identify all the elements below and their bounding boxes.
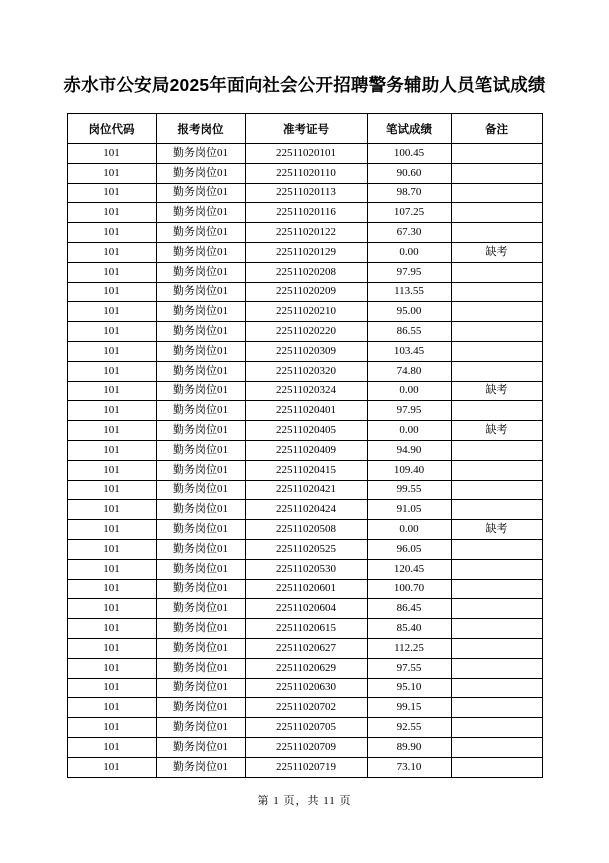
table-cell: 22511020113 — [245, 183, 367, 203]
table-cell: 22511020601 — [245, 579, 367, 599]
table-cell: 22511020116 — [245, 203, 367, 223]
table-row — [67, 500, 542, 520]
table-cell: 缺考 — [451, 242, 542, 262]
table-cell: 勤务岗位01 — [156, 698, 245, 718]
table-cell: 22511020615 — [245, 619, 367, 639]
table-cell: 101 — [67, 678, 156, 698]
table-cell: 74.80 — [367, 361, 451, 381]
table-cell — [451, 223, 542, 243]
table-cell: 22511020630 — [245, 678, 367, 698]
table-cell: 缺考 — [451, 520, 542, 540]
table-cell: 勤务岗位01 — [156, 183, 245, 203]
table-row — [67, 282, 542, 302]
table-cell: 勤务岗位01 — [156, 737, 245, 757]
table-cell: 勤务岗位01 — [156, 401, 245, 421]
table-row — [67, 658, 542, 678]
table-cell: 勤务岗位01 — [156, 421, 245, 441]
table-body — [67, 144, 542, 778]
table-cell: 22511020627 — [245, 638, 367, 658]
table-cell: 22511020101 — [245, 144, 367, 164]
table-row — [67, 163, 542, 183]
table-cell: 0.00 — [367, 421, 451, 441]
table-row — [67, 341, 542, 361]
table-cell: 107.25 — [367, 203, 451, 223]
table-cell — [451, 183, 542, 203]
page-number: 第 1 页，共 11 页 — [257, 794, 352, 807]
table-cell: 勤务岗位01 — [156, 638, 245, 658]
table-cell: 98.70 — [367, 183, 451, 203]
table-cell: 97.95 — [367, 262, 451, 282]
table-row — [67, 381, 542, 401]
table-cell: 101 — [67, 480, 156, 500]
table-cell: 22511020604 — [245, 599, 367, 619]
table-cell — [451, 460, 542, 480]
table-cell: 95.00 — [367, 302, 451, 322]
table-row — [67, 698, 542, 718]
table-cell — [451, 658, 542, 678]
table-cell: 勤务岗位01 — [156, 223, 245, 243]
table-cell: 101 — [67, 322, 156, 342]
table-cell: 0.00 — [367, 520, 451, 540]
table-cell: 100.45 — [367, 144, 451, 164]
table-cell: 73.10 — [367, 757, 451, 777]
table-cell: 勤务岗位01 — [156, 678, 245, 698]
table-cell: 101 — [67, 737, 156, 757]
table-cell: 101 — [67, 282, 156, 302]
table-cell: 22511020324 — [245, 381, 367, 401]
table-cell: 101 — [67, 698, 156, 718]
table-cell — [451, 500, 542, 520]
table-cell: 勤务岗位01 — [156, 381, 245, 401]
table-row — [67, 619, 542, 639]
table-cell — [451, 579, 542, 599]
table-cell — [451, 440, 542, 460]
table-row — [67, 559, 542, 579]
table-row — [67, 440, 542, 460]
table-row — [67, 421, 542, 441]
table-cell: 101 — [67, 539, 156, 559]
table-cell: 101 — [67, 757, 156, 777]
table-cell: 勤务岗位01 — [156, 282, 245, 302]
table-cell: 101 — [67, 223, 156, 243]
table-cell: 缺考 — [451, 381, 542, 401]
table-row — [67, 678, 542, 698]
table-cell: 22511020405 — [245, 421, 367, 441]
table-cell — [451, 539, 542, 559]
column-header: 准考证号 — [245, 114, 367, 144]
table-cell — [451, 341, 542, 361]
table-cell — [451, 282, 542, 302]
scores-table — [67, 113, 543, 778]
table-cell: 22511020705 — [245, 718, 367, 738]
table-cell — [451, 599, 542, 619]
table-cell: 勤务岗位01 — [156, 440, 245, 460]
column-header: 岗位代码 — [67, 114, 156, 144]
table-cell: 112.25 — [367, 638, 451, 658]
table-cell — [451, 619, 542, 639]
table-cell: 113.55 — [367, 282, 451, 302]
table-header — [67, 114, 542, 144]
table-cell: 22511020210 — [245, 302, 367, 322]
table-cell: 120.45 — [367, 559, 451, 579]
table-cell: 缺考 — [451, 421, 542, 441]
table-cell: 勤务岗位01 — [156, 460, 245, 480]
table-row — [67, 361, 542, 381]
table-cell: 勤务岗位01 — [156, 658, 245, 678]
table-row — [67, 520, 542, 540]
table-cell: 67.30 — [367, 223, 451, 243]
table-cell: 99.55 — [367, 480, 451, 500]
table-cell: 101 — [67, 440, 156, 460]
table-cell: 22511020110 — [245, 163, 367, 183]
table-cell: 勤务岗位01 — [156, 361, 245, 381]
table-row — [67, 757, 542, 777]
table-cell — [451, 322, 542, 342]
column-header: 备注 — [451, 114, 542, 144]
table-cell — [451, 163, 542, 183]
table-cell — [451, 678, 542, 698]
table-cell: 22511020409 — [245, 440, 367, 460]
table-row — [67, 302, 542, 322]
table-cell: 勤务岗位01 — [156, 144, 245, 164]
table-cell: 勤务岗位01 — [156, 619, 245, 639]
table-cell: 101 — [67, 658, 156, 678]
table-cell: 101 — [67, 718, 156, 738]
table-cell — [451, 559, 542, 579]
page-title: 赤水市公安局2025年面向社会公开招聘警务辅助人员笔试成绩 — [63, 75, 546, 95]
table-row — [67, 579, 542, 599]
table-cell — [451, 401, 542, 421]
table-cell — [451, 718, 542, 738]
table-cell: 勤务岗位01 — [156, 500, 245, 520]
table-cell: 22511020129 — [245, 242, 367, 262]
table-cell: 勤务岗位01 — [156, 302, 245, 322]
table-cell: 101 — [67, 460, 156, 480]
table-row — [67, 144, 542, 164]
table-cell: 99.15 — [367, 698, 451, 718]
table-cell: 101 — [67, 302, 156, 322]
table-cell — [451, 203, 542, 223]
table-row — [67, 539, 542, 559]
table-row — [67, 599, 542, 619]
table-cell: 22511020424 — [245, 500, 367, 520]
table-cell — [451, 262, 542, 282]
table-cell: 86.55 — [367, 322, 451, 342]
table-row — [67, 262, 542, 282]
table-cell: 勤务岗位01 — [156, 757, 245, 777]
table-row — [67, 718, 542, 738]
table-cell: 22511020220 — [245, 322, 367, 342]
table-cell: 勤务岗位01 — [156, 242, 245, 262]
table-cell: 勤务岗位01 — [156, 262, 245, 282]
table-cell: 勤务岗位01 — [156, 539, 245, 559]
table-cell: 101 — [67, 203, 156, 223]
table-cell: 22511020320 — [245, 361, 367, 381]
table-cell: 22511020508 — [245, 520, 367, 540]
table-cell: 86.45 — [367, 599, 451, 619]
table-cell: 101 — [67, 381, 156, 401]
column-header: 笔试成绩 — [367, 114, 451, 144]
table-cell: 95.10 — [367, 678, 451, 698]
table-cell — [451, 698, 542, 718]
table-cell — [451, 302, 542, 322]
table-cell: 101 — [67, 163, 156, 183]
table-cell: 101 — [67, 361, 156, 381]
table-cell: 22511020530 — [245, 559, 367, 579]
table-cell: 22511020702 — [245, 698, 367, 718]
table-cell: 89.90 — [367, 737, 451, 757]
table-cell: 103.45 — [367, 341, 451, 361]
table-row — [67, 480, 542, 500]
table-cell: 22511020415 — [245, 460, 367, 480]
table-cell: 101 — [67, 619, 156, 639]
table-cell: 101 — [67, 559, 156, 579]
table-cell: 97.95 — [367, 401, 451, 421]
table-cell: 101 — [67, 500, 156, 520]
table-cell: 勤务岗位01 — [156, 559, 245, 579]
table-cell: 97.55 — [367, 658, 451, 678]
table-row — [67, 223, 542, 243]
table-cell: 22511020719 — [245, 757, 367, 777]
table-cell: 22511020208 — [245, 262, 367, 282]
table-cell: 勤务岗位01 — [156, 203, 245, 223]
table-cell: 101 — [67, 599, 156, 619]
table-cell: 85.40 — [367, 619, 451, 639]
table-cell: 101 — [67, 262, 156, 282]
table-cell: 0.00 — [367, 242, 451, 262]
table-cell: 勤务岗位01 — [156, 322, 245, 342]
table-cell: 96.05 — [367, 539, 451, 559]
table-cell: 101 — [67, 579, 156, 599]
table-cell — [451, 144, 542, 164]
table-cell: 0.00 — [367, 381, 451, 401]
table-cell: 101 — [67, 144, 156, 164]
table-row — [67, 322, 542, 342]
table-cell: 22511020401 — [245, 401, 367, 421]
table-cell — [451, 737, 542, 757]
table-cell — [451, 361, 542, 381]
table-row — [67, 183, 542, 203]
table-cell: 22511020309 — [245, 341, 367, 361]
table-cell: 101 — [67, 421, 156, 441]
table-cell: 22511020209 — [245, 282, 367, 302]
table-cell: 92.55 — [367, 718, 451, 738]
table-cell: 94.90 — [367, 440, 451, 460]
table-row — [67, 203, 542, 223]
table-cell: 101 — [67, 520, 156, 540]
table-cell: 22511020629 — [245, 658, 367, 678]
table-row — [67, 401, 542, 421]
table-cell: 101 — [67, 341, 156, 361]
column-header: 报考岗位 — [156, 114, 245, 144]
table-cell: 90.60 — [367, 163, 451, 183]
table-cell: 101 — [67, 401, 156, 421]
table-cell: 勤务岗位01 — [156, 599, 245, 619]
table-cell: 101 — [67, 638, 156, 658]
table-cell: 勤务岗位01 — [156, 718, 245, 738]
table-row — [67, 242, 542, 262]
table-cell: 勤务岗位01 — [156, 520, 245, 540]
table-cell: 勤务岗位01 — [156, 579, 245, 599]
header-row — [67, 114, 542, 144]
table-cell: 22511020122 — [245, 223, 367, 243]
table-cell: 101 — [67, 242, 156, 262]
table-row — [67, 460, 542, 480]
table-row — [67, 737, 542, 757]
table-cell: 22511020421 — [245, 480, 367, 500]
table-cell — [451, 757, 542, 777]
table-cell: 109.40 — [367, 460, 451, 480]
table-cell: 100.70 — [367, 579, 451, 599]
table-cell — [451, 480, 542, 500]
table-cell: 勤务岗位01 — [156, 341, 245, 361]
table-cell: 101 — [67, 183, 156, 203]
table-cell: 91.05 — [367, 500, 451, 520]
table-cell: 22511020525 — [245, 539, 367, 559]
table-row — [67, 638, 542, 658]
table-cell: 勤务岗位01 — [156, 480, 245, 500]
table-cell: 勤务岗位01 — [156, 163, 245, 183]
table-cell: 22511020709 — [245, 737, 367, 757]
table-cell — [451, 638, 542, 658]
